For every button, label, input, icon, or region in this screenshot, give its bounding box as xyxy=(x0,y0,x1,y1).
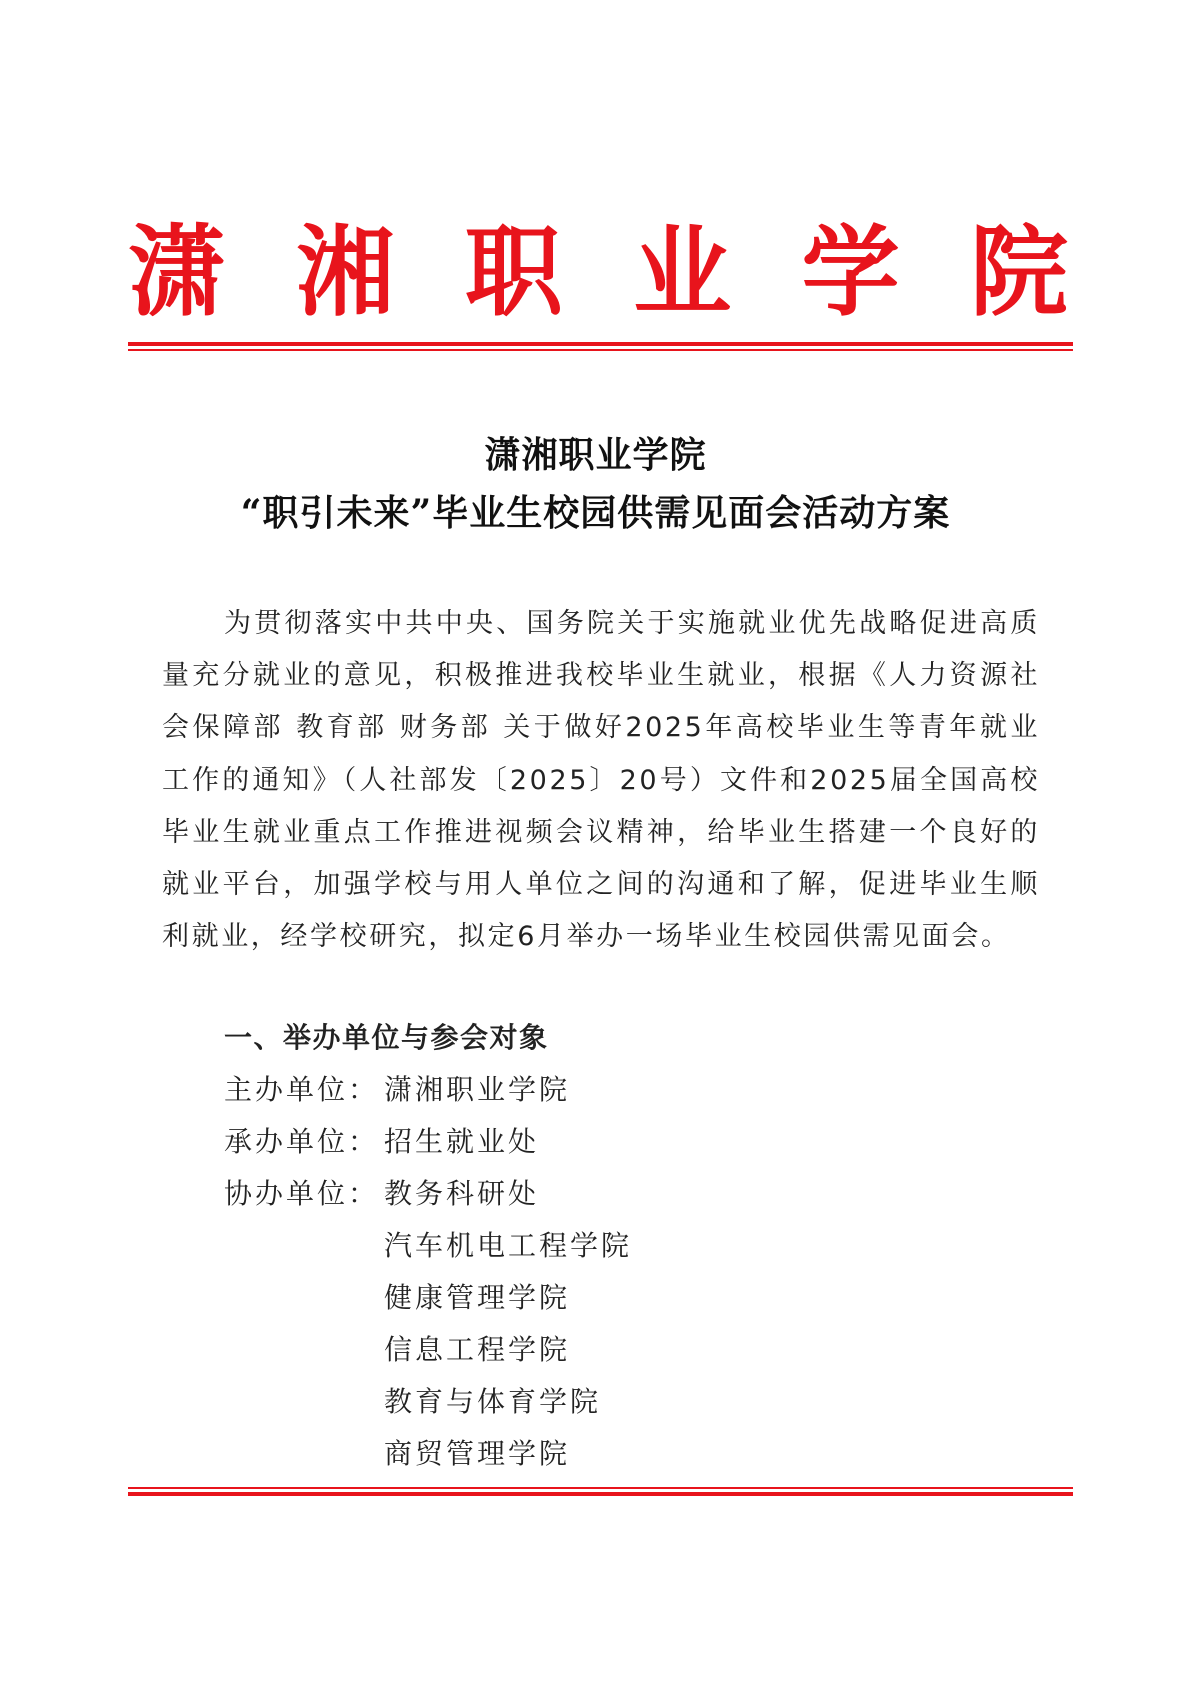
masthead-char: 湘 xyxy=(296,215,395,330)
footer-divider-thick xyxy=(128,1492,1073,1496)
organizer-value: 招生就业处 xyxy=(384,1125,540,1158)
host-value: 潇湘职业学院 xyxy=(384,1073,571,1106)
masthead-divider-thin xyxy=(128,349,1073,351)
masthead-char: 院 xyxy=(969,215,1068,330)
footer-divider-thin xyxy=(128,1487,1073,1489)
intro-paragraph: 为贯彻落实中共中央、国务院关于实施就业优先战略促进高质量充分就业的意见，积极推进我校毕业生就业，根据《人力资源社会保障部 教育部 财务部 关于做好2025年高校毕业生等青年就业工作的通知》（人社部发〔2025〕20号）文件和2025届全国高校毕业生就业重点工作推进视频会议精神，给毕业生搭建一个良好的就业平台，加强学校与用人单位之间的沟通和了解，促进毕业生顺利就业，经学校研究，拟定6月举办一场毕业生校园供需见面会。 xyxy=(162,608,1040,953)
co-organizers-row xyxy=(224,1168,539,1220)
co-organizer-item: 教务科研处 xyxy=(384,1177,540,1210)
document-title-line1: 潇湘职业学院 xyxy=(484,434,707,476)
host-row xyxy=(224,1064,570,1116)
document-title-line2: “职引未来”毕业生校园供需见面会活动方案 xyxy=(240,492,951,534)
co-organizer-item: 信息工程学院 xyxy=(384,1333,571,1366)
co-organizer-item: 商贸管理学院 xyxy=(384,1437,571,1470)
masthead-divider-thick xyxy=(128,342,1073,346)
section-heading: 一、举办单位与参会对象 xyxy=(224,1021,549,1054)
co-organizer-item: 健康管理学院 xyxy=(384,1281,571,1314)
host-label: 主办单位： xyxy=(224,1073,380,1106)
organizer-row xyxy=(224,1116,539,1168)
co-organizer-item: 教育与体育学院 xyxy=(384,1385,602,1418)
masthead-char: 业 xyxy=(633,215,732,330)
masthead-char: 潇 xyxy=(128,215,227,330)
organizer-label: 承办单位： xyxy=(224,1125,380,1158)
masthead-char: 职 xyxy=(464,215,563,330)
co-organizers-label: 协办单位： xyxy=(224,1177,380,1210)
co-organizer-item: 汽车机电工程学院 xyxy=(384,1229,633,1262)
masthead-char: 学 xyxy=(801,215,900,330)
masthead xyxy=(128,210,1068,335)
